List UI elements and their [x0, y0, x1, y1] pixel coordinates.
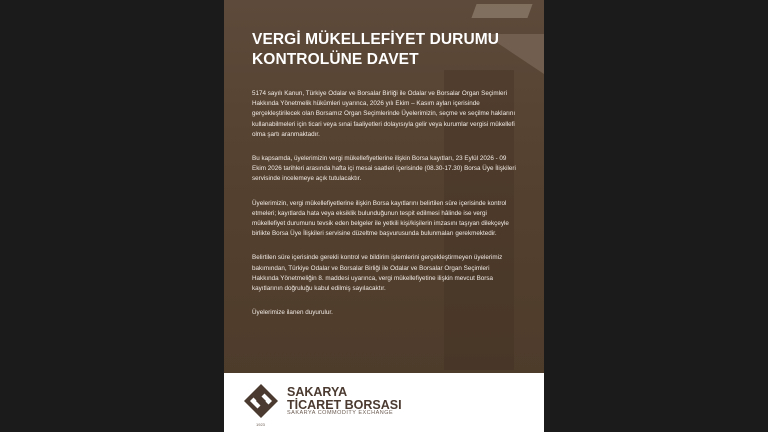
paragraph-1: 5174 sayılı Kanun, Türkiye Odalar ve Borsalar Birliği ile Odalar ve Borsalar Organ Seçimleri Hakkında Yönetmelik hükümleri uyarınca, 2026 yılı Ekim – Kasım ayları içerisinde gerçekleştirilecek olan Borsamız Organ Seçimlerinde Üyelerimizin, seçme ve seçilme haklarını kullanabilmeleri için ticari veya sınai faaliyetleri dolayısıyla gelir veya kurumlar vergisi mükellefi olma şartı aranmaktadır. [252, 90, 516, 138]
title-line-1: VERGİ MÜKELLEFİYET DURUMU [252, 31, 500, 48]
title-line-2: KONTROLÜNE DAVET [252, 51, 419, 68]
paragraph-4: Belirtilen süre içerisinde gerekli kontrol ve bildirim işlemlerini gerçekleştirmeyen üyelerimiz bakımından, Türkiye Odalar ve Borsalar Birliği ile Odalar ve Borsalar Organ Seçimleri Hakkında Yönetmeliğin 8. maddesi uyarınca, vergi mükellefiyetine ilişkin mevcut Borsa kayıtlarının doğruluğu kabul edilmiş sayılacaktır. [252, 254, 503, 293]
logo-year: 1923 [256, 422, 265, 427]
announcement-title [252, 30, 516, 70]
paragraph-3: Üyelerimizin, vergi mükellefiyetlerine ilişkin Borsa kayıtlarını belirtilen süre içerisinde kontrol etmeleri; kayıtlarda hata veya eksiklik bulunduğunun tespit edilmesi hâlinde ise vergi mükellefiyet durumunu tevsik eden belgeler ile yetkili kişi/kişilerin imzasını taşıyan dilekçeyle birlikte Borsa Üye İlişkileri servisine düzeltme başvurusunda bulunmaları gerekmektedir. [252, 199, 509, 238]
announcement-content [252, 30, 516, 318]
organization-name-line-1: SAKARYA [287, 385, 348, 399]
announcement-poster [224, 0, 544, 432]
exchange-logo-icon [243, 383, 279, 421]
organization-name [287, 386, 402, 411]
decorative-shape [471, 4, 532, 18]
organization-name-line-2: TİCARET BORSASI [287, 397, 402, 412]
footer-logo-bar [224, 373, 544, 432]
paragraph-5: Üyelerimize ilanen duyurulur. [252, 309, 333, 317]
paragraph-2: Bu kapsamda, üyelerimizin vergi mükellefiyetlerine ilişkin Borsa kayıtları, 23 Eylül 2026 - 09 Ekim 2026 tarihleri arasında hafta içi mesai saatleri içerisinde (08.30-17.30) Borsa Üye İlişkileri servisinde incelemeye açık tutulacaktır. [252, 155, 516, 183]
organization-english-name: SAKARYA COMMODITY EXCHANGE [287, 410, 394, 416]
